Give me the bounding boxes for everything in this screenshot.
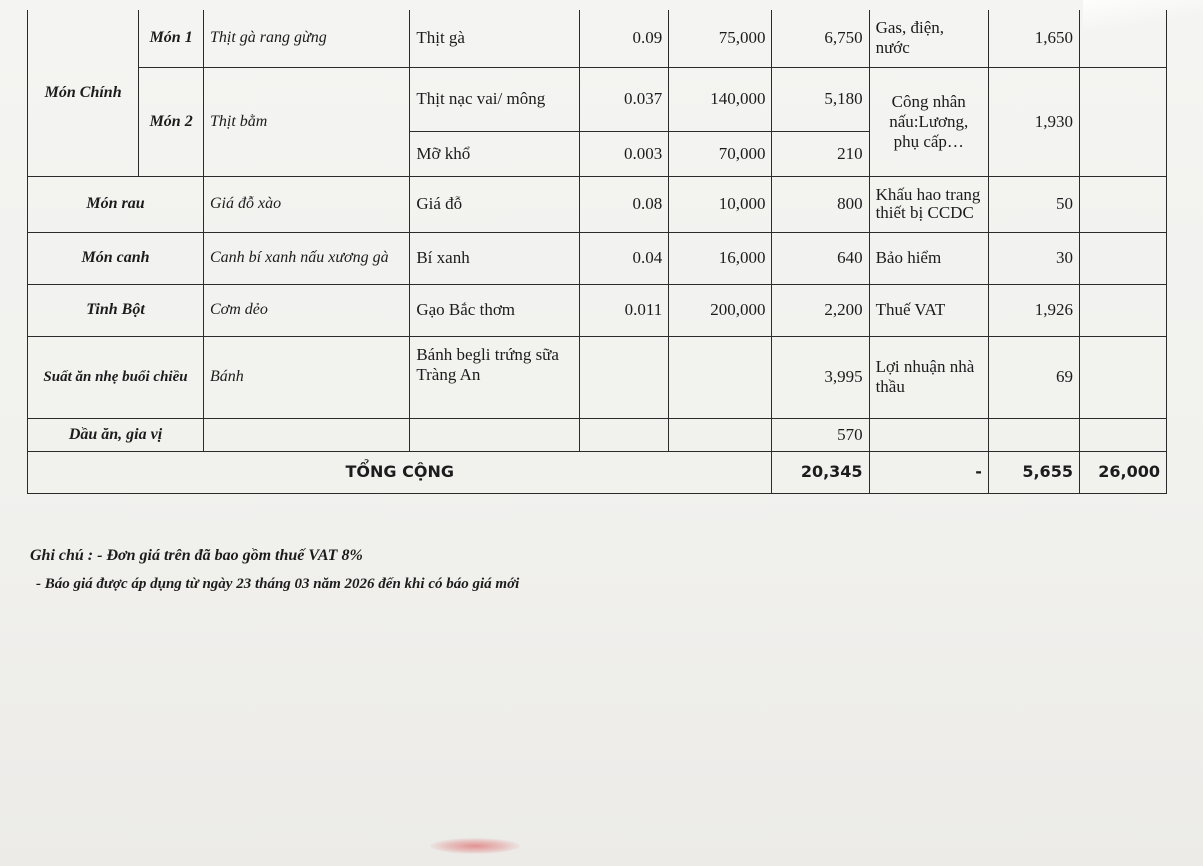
- cost-item-label: Công nhân nấu:Lương, phụ cấp…: [869, 67, 988, 176]
- cost-item-value: 69: [988, 336, 1079, 418]
- table-row: [28, 10, 1167, 67]
- cost-item-label: Gas, điện, nước: [869, 10, 988, 67]
- dish-name: Canh bí xanh nấu xương gà: [204, 232, 410, 284]
- table-row: [28, 336, 1167, 418]
- total-label: TỔNG CỘNG: [28, 451, 772, 493]
- dish-name: Giá đỗ xào: [204, 176, 410, 232]
- amount: 640: [772, 232, 869, 284]
- table-row: [28, 418, 1167, 451]
- unit-price: 140,000: [669, 67, 772, 131]
- category-cell: Tinh Bột: [28, 284, 204, 336]
- amount: 2,200: [772, 284, 869, 336]
- empty-cell: [204, 418, 410, 451]
- ingredient: Thịt gà: [410, 10, 580, 67]
- table-row: [28, 176, 1167, 232]
- empty-cell: [1079, 67, 1166, 176]
- amount: 3,995: [772, 336, 869, 418]
- table-row: [28, 284, 1167, 336]
- empty-cell: [988, 418, 1079, 451]
- ingredient: Thịt nạc vai/ mông: [410, 67, 580, 131]
- quantity: 0.04: [580, 232, 669, 284]
- unit-price: 10,000: [669, 176, 772, 232]
- cost-item-value: 1,650: [988, 10, 1079, 67]
- quantity: 0.011: [580, 284, 669, 336]
- quantity: 0.037: [580, 67, 669, 131]
- dish-name: Thịt gà rang gừng: [204, 10, 410, 67]
- empty-cell: [669, 336, 772, 418]
- grand-total: 26,000: [1079, 451, 1166, 493]
- cost-table: [27, 10, 1167, 494]
- cost-item-value: 50: [988, 176, 1079, 232]
- dish-name: Thịt bằm: [204, 67, 410, 176]
- cost-item-label: Lợi nhuận nhà thầu: [869, 336, 988, 418]
- ingredient: Bí xanh: [410, 232, 580, 284]
- category-cell: Món Chính: [28, 10, 139, 176]
- red-ink-mark: [430, 838, 520, 854]
- dish-name: Bánh: [204, 336, 410, 418]
- quantity: 0.08: [580, 176, 669, 232]
- empty-cell: [669, 418, 772, 451]
- empty-cell: [1079, 232, 1166, 284]
- ingredient: Giá đỗ: [410, 176, 580, 232]
- total-amount: 20,345: [772, 451, 869, 493]
- category-cell: Món rau: [28, 176, 204, 232]
- category-cell: Dầu ăn, gia vị: [28, 418, 204, 451]
- cost-item-label: Khấu hao trang thiết bị CCDC: [869, 176, 988, 232]
- category-cell: Suất ăn nhẹ buổi chiều: [28, 336, 204, 418]
- dish-name: Cơm dẻo: [204, 284, 410, 336]
- empty-cell: [410, 418, 580, 451]
- amount: 6,750: [772, 10, 869, 67]
- ingredient: Bánh begli trứng sữa Tràng An: [410, 336, 580, 418]
- amount: 570: [772, 418, 869, 451]
- cost-item-label: Bảo hiểm: [869, 232, 988, 284]
- cost-item-value: 1,926: [988, 284, 1079, 336]
- unit-price: 75,000: [669, 10, 772, 67]
- empty-cell: [1079, 284, 1166, 336]
- cost-item-value: 30: [988, 232, 1079, 284]
- empty-cell: [1079, 418, 1166, 451]
- sub-dish-label: Món 2: [139, 67, 204, 176]
- cost-item-label: Thuế VAT: [869, 284, 988, 336]
- unit-price: 200,000: [669, 284, 772, 336]
- empty-cell: [869, 418, 988, 451]
- quantity: 0.003: [580, 131, 669, 176]
- amount: 800: [772, 176, 869, 232]
- quantity: 0.09: [580, 10, 669, 67]
- ingredient: Mỡ khổ: [410, 131, 580, 176]
- unit-price: 70,000: [669, 131, 772, 176]
- empty-cell: [1079, 176, 1166, 232]
- category-cell: Món canh: [28, 232, 204, 284]
- empty-cell: [580, 336, 669, 418]
- empty-cell: [1079, 336, 1166, 418]
- amount: 210: [772, 131, 869, 176]
- unit-price: 16,000: [669, 232, 772, 284]
- empty-cell: [580, 418, 669, 451]
- ingredient: Gạo Bắc thơm: [410, 284, 580, 336]
- cost-item-value: 1,930: [988, 67, 1079, 176]
- table-row: [28, 67, 1167, 131]
- total-dash: -: [869, 451, 988, 493]
- empty-cell: [1079, 10, 1166, 67]
- note-line-1: Ghi chú : - Đơn giá trên đã bao gồm thuế VAT 8%: [30, 547, 363, 564]
- total-row: [28, 451, 1167, 493]
- total-cost: 5,655: [988, 451, 1079, 493]
- notes: [30, 542, 519, 598]
- amount: 5,180: [772, 67, 869, 131]
- sub-dish-label: Món 1: [139, 10, 204, 67]
- note-line-2: - Báo giá được áp dụng từ ngày 23 tháng 03 năm 2026 đến khi có báo giá mới: [36, 576, 520, 592]
- table-row: [28, 232, 1167, 284]
